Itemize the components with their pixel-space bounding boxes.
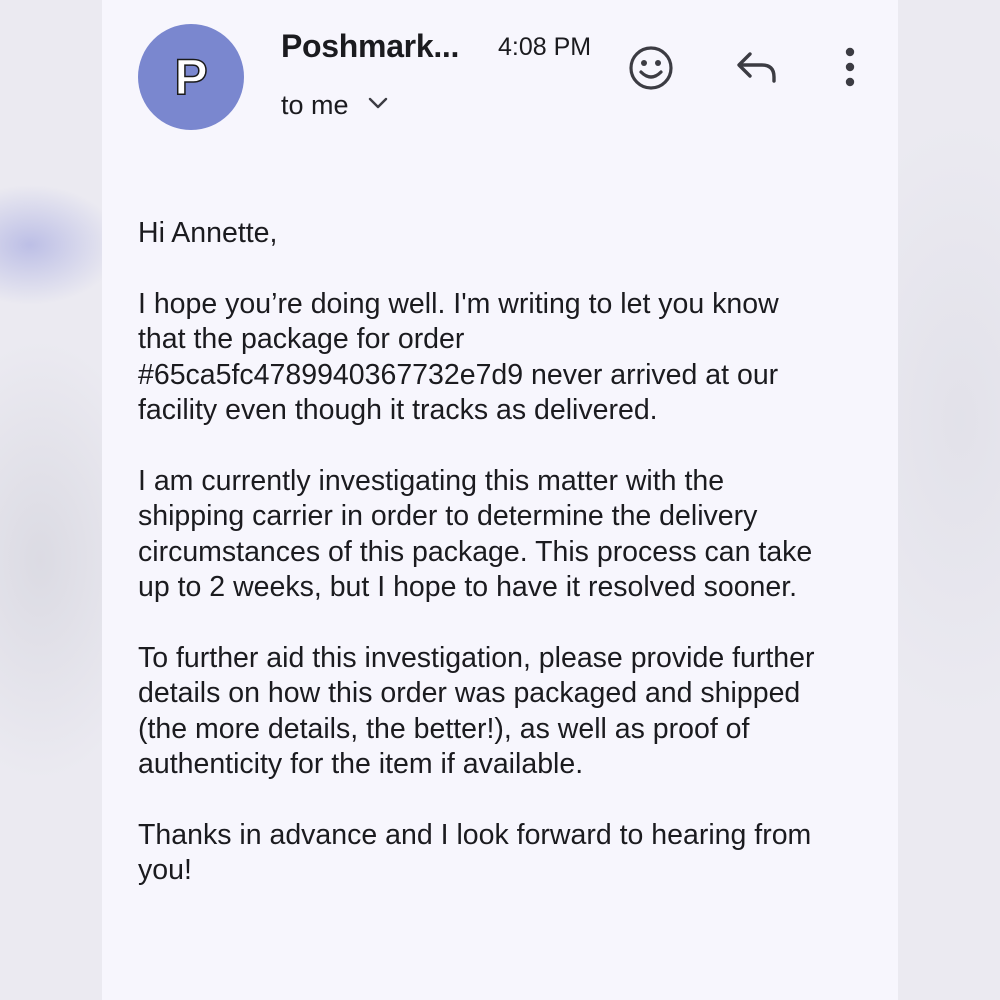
- email-paragraph: I hope you’re doing well. I'm writing to let you know that the package for order #65ca5fc4789940367732e7d9 never arrived at our facility even though it tracks as delivered.: [138, 287, 779, 427]
- email-time: 4:08 PM: [498, 33, 592, 61]
- sender-name[interactable]: Poshmark...: [281, 28, 460, 64]
- chevron-down-icon: [367, 96, 389, 115]
- add-reaction-button[interactable]: [624, 43, 678, 97]
- email-paragraph: Thanks in advance and I look forward to hearing from you!: [138, 818, 812, 887]
- recipient-label: to me: [281, 90, 349, 120]
- email-body: [138, 216, 878, 924]
- avatar-letter: P: [174, 49, 208, 105]
- reply-arrow-icon: [734, 49, 780, 90]
- reply-button[interactable]: [732, 47, 782, 91]
- email-greeting: Hi Annette,: [138, 217, 278, 249]
- email-paragraph: I am currently investigating this matter with the shipping carrier in order to determine the delivery circumstances of this package. This process can take up to 2 weeks, but I hope to have it resolved sooner.: [138, 464, 813, 604]
- smiley-icon: [627, 44, 675, 97]
- email-card: [102, 0, 898, 1000]
- sender-avatar[interactable]: [138, 24, 244, 130]
- more-vertical-icon: [843, 46, 857, 93]
- recipient-details-toggle[interactable]: [281, 90, 389, 121]
- more-options-button[interactable]: [832, 46, 868, 92]
- email-paragraph: To further aid this investigation, please provide further details on how this order was packaged and shipped (the more details, the better!), as well as proof of authenticity for the item if available.: [138, 641, 815, 781]
